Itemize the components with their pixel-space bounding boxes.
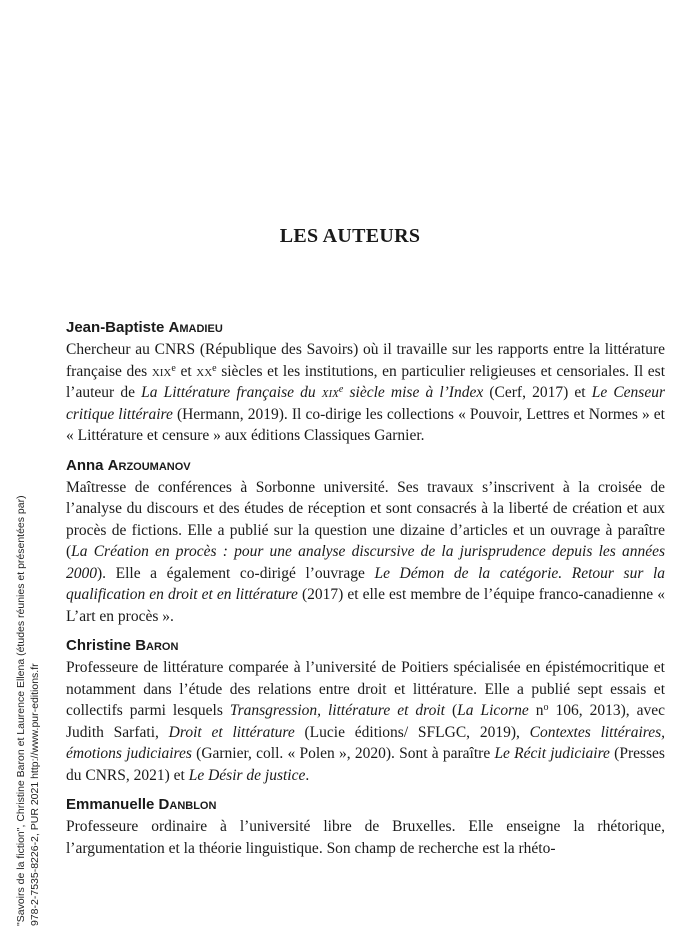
author-entry xyxy=(66,316,665,447)
author-bio: Professeure de littérature comparée à l’université de Poitiers spécialisée en épistémocritique et notamment dans l’étude des relations entre droit et littérature. Elle a publié sept essais et collectifs parmi lesquels Transgression, littérature et droit (La Licorne $n^o$ 106, 2013), avec Judith Sarfati, Droit et littérature (Lucie éditions/ SFLGC, 2019), Contextes littéraires, émotions judiciaires (Garnier, coll. « Polen », 2020). Sont à paraître Le Récit judiciaire (Presses du CNRS, 2021) et Le Désir de justice. xyxy=(66,659,666,784)
side-citation xyxy=(14,495,42,926)
author-first-name: Anna xyxy=(66,456,104,474)
side-citation-line-2: 978-2-7535-8226-2, PUR 2021 http://www.pur-editions.fr xyxy=(29,663,41,926)
author-name xyxy=(66,634,665,657)
author-bio: Maîtresse de conférences à Sorbonne université. Ses travaux s’inscrivent à la croisée de l’analyse du discours et des études de réception et sont consacrés à la liberté de création et aux procès de fictions. Elle a publié sur la question une dizaine d’articles et un ouvrage à paraître (La Création en procès : pour une analyse discursive de la jurisprudence depuis les années 2000). Elle a également co-dirigé l’ouvrage Le Démon de la catégorie. Retour sur la qualification en droit et en littérature (2017) et elle est membre de l’équipe franco-canadienne « L’art en procès ». xyxy=(66,478,666,625)
author-first-name: Emmanuelle xyxy=(66,796,155,813)
author-name xyxy=(66,454,665,477)
page-title: LES AUTEURS xyxy=(279,225,421,247)
author-first-name: Christine xyxy=(66,637,132,654)
author-last-name: Arzoumanov xyxy=(107,456,191,474)
side-citation-line-1: "Savoirs de la fiction", Christine Baron et Laurence Ellena (études réunies et présentées par) xyxy=(15,495,27,926)
author-last-name: Amadieu xyxy=(168,319,223,336)
author-entry xyxy=(66,793,665,859)
author-last-name: Baron xyxy=(135,637,179,654)
author-last-name: Danblon xyxy=(158,796,217,813)
author-entry xyxy=(66,634,665,786)
author-name xyxy=(66,316,665,339)
author-bio: Professeure ordinaire à l’université libre de Bruxelles. Elle enseigne la rhétorique, l’argumentation et la théorie linguistique. Son champ de recherche est la rhéto- xyxy=(66,818,665,857)
authors-list xyxy=(66,316,665,866)
author-name xyxy=(66,793,665,816)
author-first-name: Jean-Baptiste xyxy=(66,319,165,336)
author-bio: Chercheur au CNRS (République des Savoirs) où il travaille sur les rapports entre la littérature française des xix$^e$ et $xx^e$ siècles et les institutions, en particulier religieuses et censoriales. Il est l’auteur de La Littérature française du xix$^e$ siècle mise à l’Index (Cerf, 2017) et Le Censeur critique littéraire (Hermann, 2019). Il co-dirige les collections « Pouvoir, Lettres et Normes » et « Littérature et censure » aux éditions Classiques Garnier. xyxy=(66,341,666,444)
author-entry xyxy=(66,454,665,628)
